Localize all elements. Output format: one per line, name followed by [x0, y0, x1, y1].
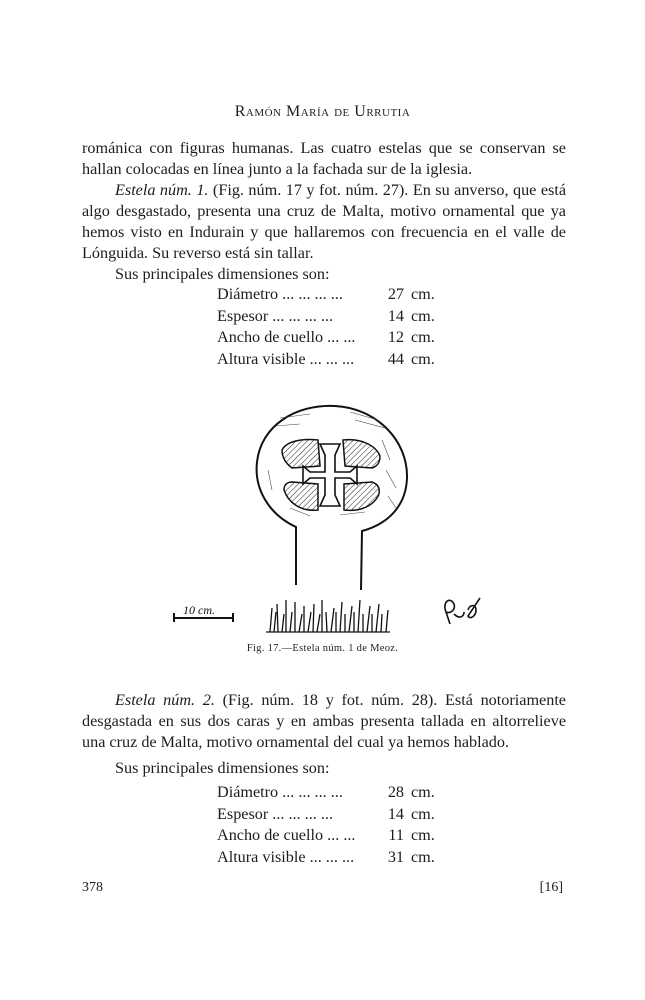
dimension-row — [217, 327, 435, 349]
dimension-unit: cm. — [411, 804, 435, 823]
dimension-value: 14 — [387, 804, 404, 823]
dimension-label: Espesor ... ... ... ... — [217, 306, 333, 325]
dimension-value: 14 — [387, 306, 404, 325]
dimension-label: Diámetro ... ... ... ... — [217, 285, 343, 303]
dimension-label: Altura visible ... ... ... — [217, 349, 355, 368]
grass-base — [266, 600, 390, 632]
paragraph-intro-text: románica con figuras humanas. Las cuatro estelas que se conservan se hallan colocadas en línea junto a la fachada sur de la iglesia. — [82, 139, 566, 178]
dimension-row — [217, 847, 435, 869]
dimension-unit: cm. — [411, 349, 435, 368]
dimension-value: 44 — [387, 349, 404, 368]
page-number: 378 — [82, 880, 103, 895]
paragraph-stela-1 — [82, 180, 566, 264]
dimension-value: 27 — [387, 285, 404, 303]
stela-1-text: (Fig. núm. 17 y fot. núm. 27). En su anverso, que está algo desgastado, presenta una cruz de Malta, motivo ornamental que ya hemos visto en Indurain y que hallaremos con frecuencia en el valle de Lónguida. Su reverso está sin tallar. — [82, 181, 566, 262]
scale-label: 10 cm. — [183, 603, 215, 617]
stela-1-name: Estela núm. 1. — [115, 181, 209, 199]
dimension-row — [217, 306, 435, 328]
dimension-label: Ancho de cuello ... ... — [217, 328, 356, 346]
dimension-unit: cm. — [411, 328, 435, 346]
dimension-unit: cm. — [411, 783, 435, 801]
dimension-value: 31 — [387, 847, 404, 866]
dimension-unit: cm. — [411, 285, 435, 303]
paragraph-intro — [82, 138, 566, 180]
dimension-label: Altura visible ... ... ... — [217, 847, 355, 866]
signature-text: R.U. — [150, 400, 152, 401]
dimension-label: Espesor ... ... ... ... — [217, 804, 333, 823]
dimension-unit: cm. — [411, 847, 435, 866]
stela-2-name: Estela núm. 2. — [115, 691, 215, 709]
dimension-value: 11 — [388, 826, 404, 844]
dimension-label: Diámetro ... ... ... ... — [217, 783, 343, 801]
stela-drawing — [150, 400, 490, 646]
signature — [150, 400, 480, 624]
dimension-row — [217, 349, 435, 371]
bracket-number: [16] — [539, 880, 563, 895]
dimensions-table-2 — [217, 782, 435, 868]
stela-outline — [257, 406, 407, 590]
running-head: Ramón María de Urrutia — [234, 103, 411, 120]
dimension-unit: cm. — [411, 306, 435, 325]
dims-intro-1-text: Sus principales dimensiones son: — [115, 265, 330, 283]
dimension-row — [217, 825, 435, 847]
stela-2-text: (Fig. núm. 18 y fot. núm. 28). Está notoriamente desgastada en sus dos caras y en ambas presenta tallada en altorrelieve una cruz de Malta, motivo ornamental del cual ya hemos hablado. — [82, 691, 566, 751]
dimension-row — [217, 284, 435, 306]
dimension-unit: cm. — [411, 826, 435, 844]
dims-intro-1 — [82, 264, 566, 285]
dims-intro-2-text: Sus principales dimensiones son: — [115, 759, 330, 777]
dimension-row — [217, 804, 435, 826]
dimension-label: Ancho de cuello ... ... — [217, 826, 356, 844]
figure-caption: Fig. 17.—Estela núm. 1 de Meoz. — [246, 643, 399, 654]
hatched-segments — [282, 439, 380, 510]
stela-drawing-figure — [150, 400, 490, 646]
dims-intro-2 — [82, 758, 566, 779]
scale-bar — [174, 603, 233, 622]
dimension-value: 12 — [387, 328, 404, 346]
dimension-row — [217, 782, 435, 804]
dimensions-table-1 — [217, 284, 435, 370]
paragraph-stela-2 — [82, 690, 566, 753]
dimension-value: 28 — [387, 783, 404, 801]
